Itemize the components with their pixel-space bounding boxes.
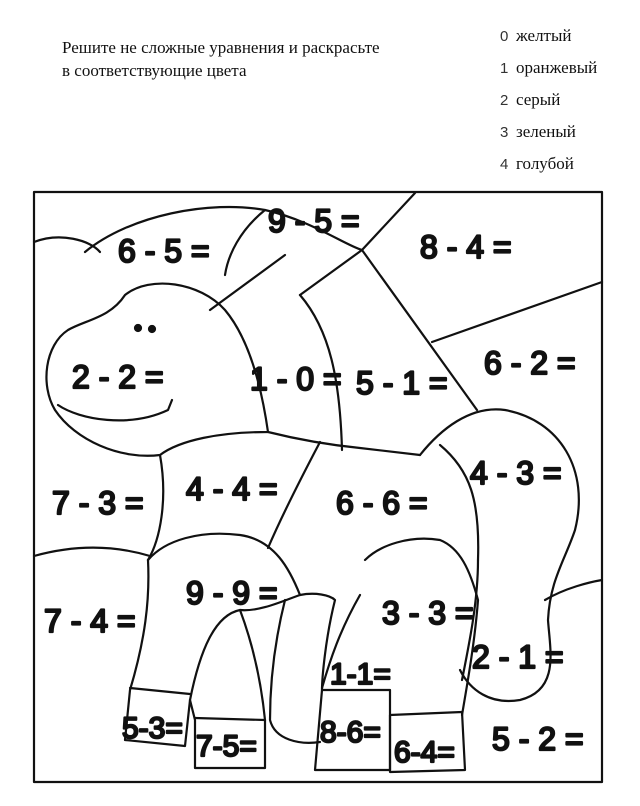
mouth bbox=[58, 400, 172, 420]
eq-ground-left-top: 7 - 3 = bbox=[52, 485, 144, 521]
neck-front bbox=[148, 455, 163, 560]
eq-head: 2 - 2 = bbox=[72, 359, 164, 395]
eq-hoof-1: 5-3= bbox=[122, 712, 183, 745]
eq-tail-top: 4 - 3 = bbox=[470, 455, 562, 491]
sky-divider-top bbox=[362, 193, 415, 250]
eq-mane-top: 6 - 5 = bbox=[118, 233, 210, 269]
eq-ground-left-bottom: 7 - 4 = bbox=[44, 603, 136, 639]
eq-sky-right: 6 - 2 = bbox=[484, 345, 576, 381]
inner-front-leg bbox=[240, 610, 265, 720]
eq-ground-right: 5 - 2 = bbox=[492, 721, 584, 757]
legend-number: 0 bbox=[500, 28, 509, 45]
eq-sky-mid: 5 - 1 = bbox=[356, 365, 448, 401]
eq-hoof-3: 8-6= bbox=[320, 716, 381, 749]
legend-color: желтый bbox=[516, 26, 572, 45]
eq-mane-mid: 1 - 0 = bbox=[250, 361, 342, 397]
eq-hoof-2: 7-5= bbox=[196, 730, 257, 763]
instructions-line-1: Решите не сложные уравнения и раскрасьте bbox=[62, 38, 380, 57]
mane-divider-left bbox=[225, 210, 265, 275]
mane-divider-top bbox=[210, 255, 285, 310]
eq-sky-top: 9 - 5 = bbox=[268, 203, 360, 239]
legend-color: оранжевый bbox=[516, 58, 598, 77]
eq-inner-leg: 1-1= bbox=[330, 658, 391, 691]
middle-leg-left bbox=[270, 600, 320, 743]
sky-divider-center bbox=[300, 250, 362, 295]
eq-sky-top-right: 8 - 4 = bbox=[420, 229, 512, 265]
eq-tail-bottom: 2 - 1 = bbox=[472, 639, 564, 675]
nostril-right bbox=[149, 326, 155, 332]
legend-number: 1 bbox=[500, 60, 509, 77]
eq-neck: 4 - 4 = bbox=[186, 471, 278, 507]
legend-color: зеленый bbox=[516, 122, 576, 141]
legend-number: 4 bbox=[500, 156, 509, 173]
legend-number: 2 bbox=[500, 92, 509, 109]
sky-divider-right bbox=[432, 282, 602, 342]
nostril-left bbox=[135, 325, 141, 331]
eq-back-leg: 3 - 3 = bbox=[382, 595, 474, 631]
eq-body: 6 - 6 = bbox=[336, 485, 428, 521]
legend-number: 3 bbox=[500, 124, 509, 141]
legend-color: голубой bbox=[516, 154, 574, 173]
eq-hoof-4: 6-4= bbox=[394, 736, 455, 769]
back-line bbox=[268, 432, 420, 455]
legend-color: серый bbox=[516, 90, 561, 109]
instructions-line-2: в соответствующие цвета bbox=[62, 61, 247, 80]
mane-left-edge bbox=[34, 237, 100, 252]
hoof-line-1 bbox=[130, 688, 190, 694]
eq-front-leg: 9 - 9 = bbox=[186, 575, 278, 611]
hoof-line-2 bbox=[195, 718, 265, 720]
ground-line-left bbox=[34, 548, 150, 556]
